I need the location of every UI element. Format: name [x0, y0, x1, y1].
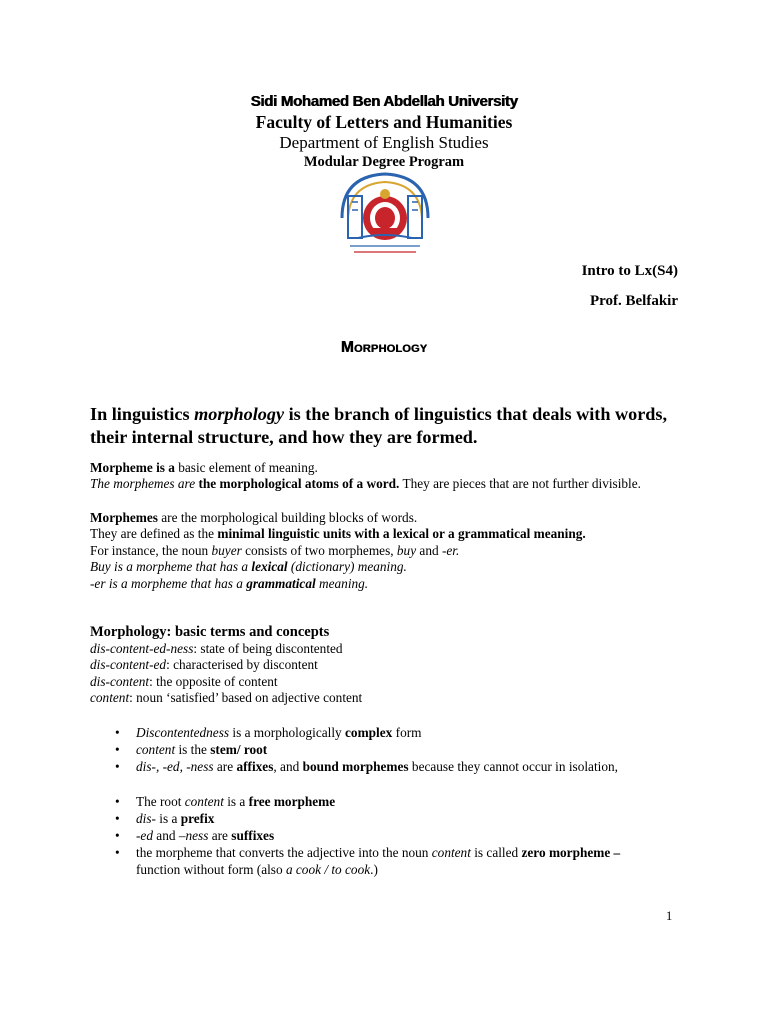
text: The root: [136, 794, 185, 809]
bullet-list-terms: [115, 724, 705, 775]
university-name: Sidi Mohamed Ben Abdellah University: [250, 93, 518, 110]
italic-text: buyer: [211, 542, 242, 558]
text: They are defined as the: [90, 526, 218, 542]
bullet-icon: •: [115, 725, 120, 740]
text: .): [370, 862, 378, 877]
text: are: [208, 828, 232, 843]
text: consists of two morphemes,: [241, 542, 397, 558]
bold-text: Morpheme is a: [90, 460, 175, 475]
section-heading: Morphology: basic terms and concepts: [90, 624, 330, 640]
list-item: [115, 844, 705, 878]
paragraph-morpheme-definition: [90, 460, 690, 493]
italic-text: dis-: [136, 811, 156, 826]
italic-text: -ed: [136, 828, 153, 843]
intro-paragraph: [90, 403, 690, 449]
italic-text: The morphemes are: [90, 476, 196, 492]
text: because they cannot occur in isolation,: [408, 759, 618, 774]
italic-text: (dictionary) meaning.: [287, 559, 407, 575]
bold-text: bound morphemes: [302, 759, 409, 774]
intro-text: is the branch of linguistics that deals with words,: [284, 404, 668, 424]
bold-text: suffixes: [231, 828, 275, 843]
bold-text: prefix: [180, 811, 215, 826]
list-item: [115, 827, 705, 844]
italic-text: ness: [185, 828, 209, 843]
text: is the: [175, 742, 211, 757]
program-name: Modular Degree Program: [303, 154, 465, 170]
course-name: Intro to Lx(S4): [581, 263, 678, 279]
bullet-icon: •: [115, 759, 120, 774]
italic-text: Buy is a morpheme that has a: [90, 559, 252, 575]
university-emblem-icon: [328, 168, 442, 258]
bold-text: grammatical: [246, 575, 316, 591]
paragraph-terms: [90, 641, 690, 707]
text: is a: [155, 811, 181, 826]
italic-text: dis-, -ed, -ness: [136, 759, 214, 774]
bold-text: the morphological atoms of a word.: [195, 476, 400, 492]
italic-text: dis-content-ed: [90, 657, 167, 673]
intro-term: morphology: [194, 404, 285, 424]
text: function without form (also: [136, 862, 286, 877]
italic-text: -er is a morpheme that has a: [90, 575, 247, 591]
department-name: Department of English Studies: [279, 133, 489, 152]
text: is called: [470, 845, 522, 860]
intro-text: In linguistics: [90, 404, 195, 424]
text: form: [392, 725, 422, 740]
list-item: [115, 758, 705, 775]
text: basic element of meaning.: [174, 460, 318, 475]
bullet-icon: •: [115, 794, 120, 809]
bullet-icon: •: [115, 828, 120, 843]
italic-text: content: [431, 845, 471, 860]
bullet-icon: •: [115, 845, 120, 860]
text: : state of being discontented: [193, 641, 343, 656]
bold-text: stem/ root: [210, 742, 268, 757]
intro-text: their internal structure, and how they are formed.: [90, 427, 478, 447]
text: are: [213, 759, 237, 774]
text: is a morphologically: [229, 725, 346, 740]
italic-text: content: [90, 690, 130, 706]
page-number: 1: [666, 909, 673, 923]
bold-text: free morpheme: [248, 794, 336, 809]
italic-text: content: [136, 742, 176, 757]
text: , and: [273, 759, 303, 774]
italic-text: a cook / to cook: [285, 862, 371, 877]
text: : characterised by discontent: [166, 657, 318, 673]
bullet-list-morpheme-types: [115, 793, 705, 878]
text: are the morphological building blocks of words.: [157, 510, 418, 525]
italic-text: buy: [396, 542, 417, 558]
italic-text: content: [184, 794, 224, 809]
list-item: [115, 741, 705, 758]
italic-text: dis-content: [90, 673, 150, 689]
bold-text: zero morpheme –: [521, 845, 621, 860]
paragraph-morphemes: [90, 510, 690, 592]
bold-text: affixes: [236, 759, 274, 774]
text: and -: [416, 542, 447, 558]
bold-text: minimal linguistic units with a lexical or a grammatical meaning.: [217, 526, 586, 542]
bold-text: Morphemes: [90, 510, 158, 525]
list-item: [115, 793, 705, 810]
bullet-icon: •: [115, 811, 120, 826]
bullet-icon: •: [115, 742, 120, 757]
italic-text: dis-content-ed-ness: [90, 641, 194, 656]
bold-text: complex: [345, 725, 393, 740]
text: For instance, the noun: [90, 542, 212, 558]
italic-text: Discontentedness: [136, 725, 230, 740]
text: and –: [152, 828, 186, 843]
text: : noun ‘satisfied’ based on adjective content: [129, 690, 363, 706]
professor-name: Prof. Belfakir: [589, 293, 678, 309]
bold-text: lexical: [251, 559, 288, 575]
text: They are pieces that are not further divisible.: [399, 476, 641, 492]
faculty-name: Faculty of Letters and Humanities: [255, 112, 513, 132]
page-title: Morphology: [340, 339, 428, 356]
text: the morpheme that converts the adjective into the noun: [136, 845, 432, 860]
list-item: [115, 724, 705, 741]
list-item: [115, 810, 705, 827]
text: : the opposite of content: [149, 673, 278, 689]
text: is a: [223, 794, 249, 809]
italic-text: meaning.: [315, 575, 369, 591]
italic-text: er.: [446, 542, 460, 558]
